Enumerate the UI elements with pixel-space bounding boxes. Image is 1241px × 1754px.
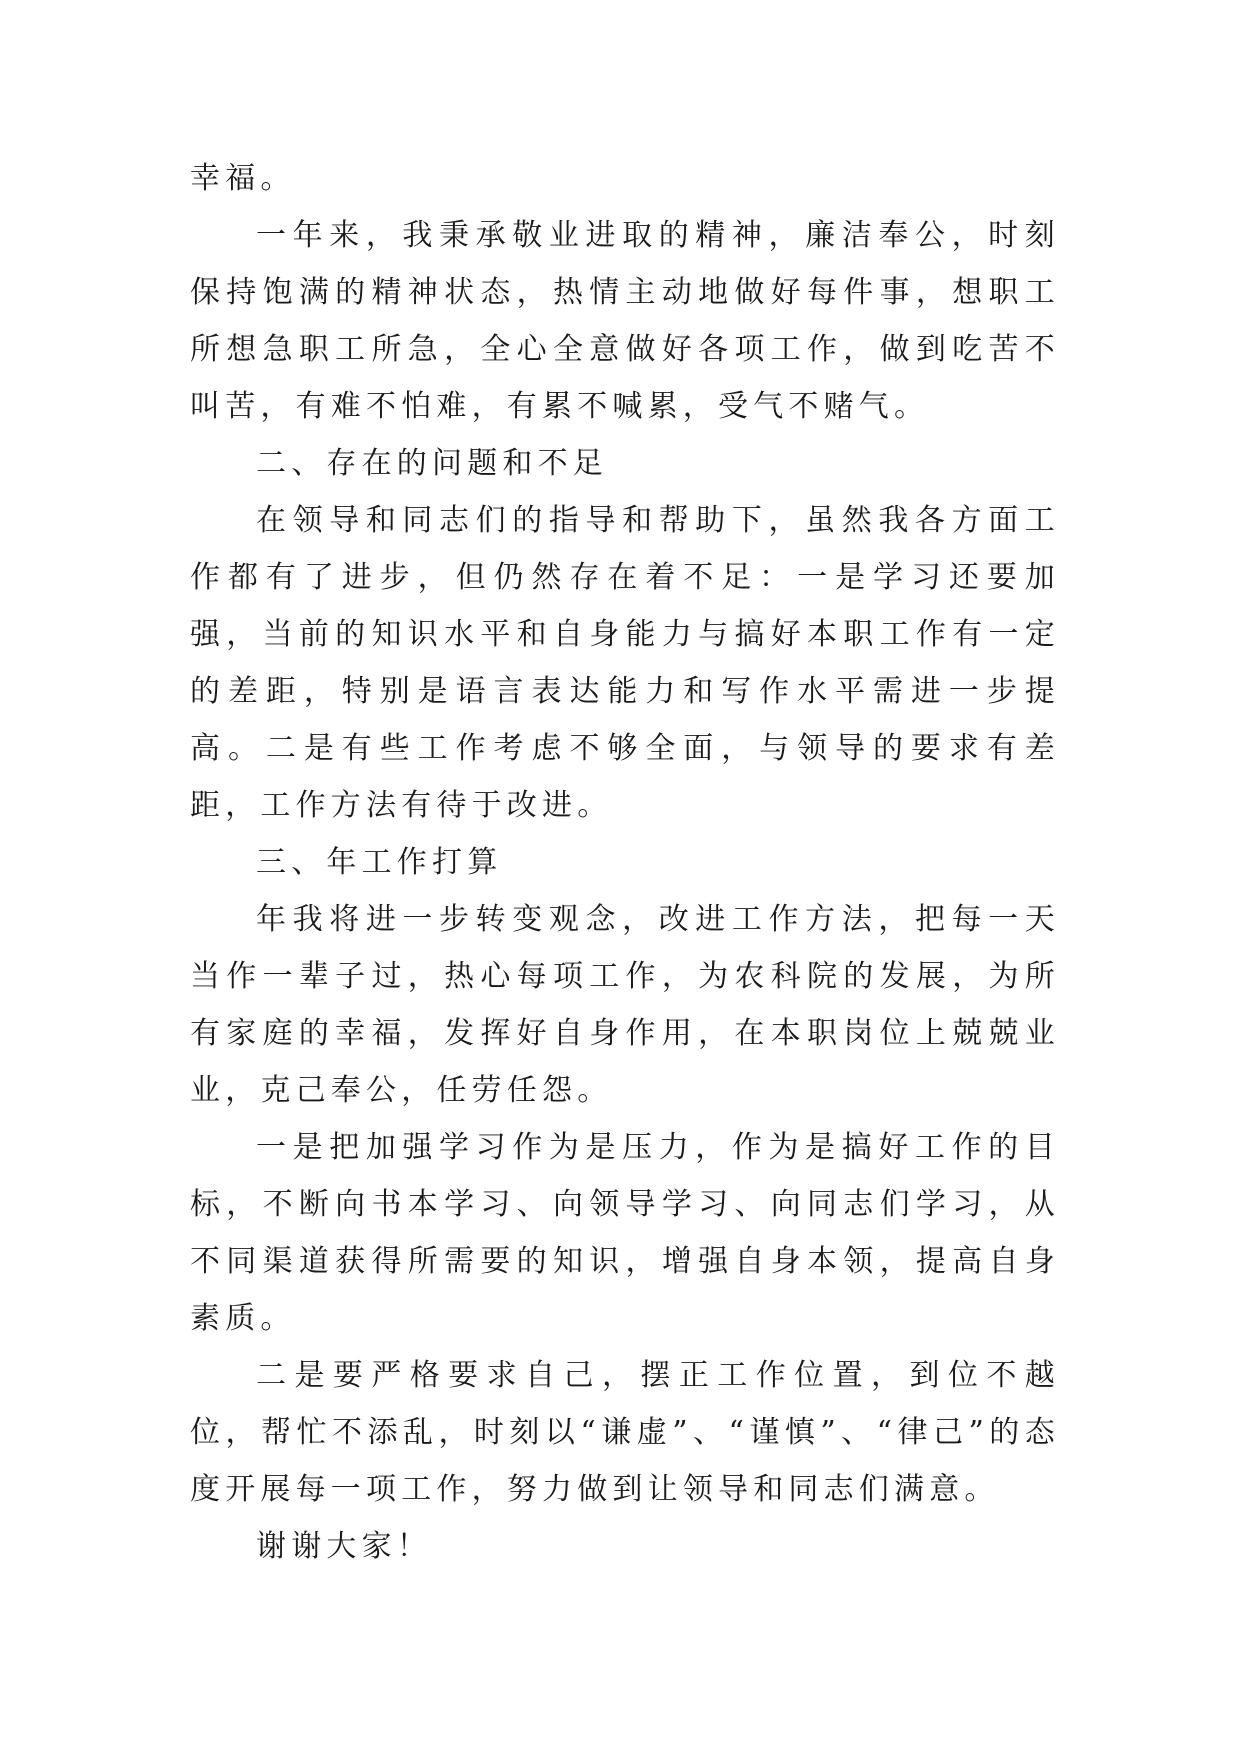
paragraph-plan-study: 一是把加强学习作为是压力，作为是搞好工作的目标，不断向书本学习、向领导学习、向同志们学习，从不同渠道获得所需要的知识，增强自身本领，提高自身素质。 xyxy=(190,1130,1060,1336)
paragraph-closing-fragment: 幸福。 xyxy=(190,161,296,196)
section-heading-plan: 三、年工作打算 xyxy=(256,845,503,880)
paragraph-problems: 在领导和同志们的指导和帮助下，虽然我各方面工作都有了进步，但仍然存在着不足：一是学习还要加强，当前的知识水平和自身能力与搞好本职工作有一定的差距，特别是语言表达能力和写作水平需进一步提高。二是有些工作考虑不够全面，与领导的要求有差距，工作方法有待于改进。 xyxy=(190,503,1060,823)
paragraph-thanks: 谢谢大家！ xyxy=(256,1529,432,1564)
paragraph-plan-intro: 年我将进一步转变观念，改进工作方法，把每一天当作一辈子过，热心每项工作，为农科院的发展，为所有家庭的幸福，发挥好自身作用，在本职岗位上兢兢业业，克己奉公，任劳任怨。 xyxy=(190,902,1060,1108)
paragraph-plan-discipline: 二是要严格要求自己，摆正工作位置，到位不越位，帮忙不添乱，时刻以“谦虚”、“谨慎”、“律己”的态度开展每一项工作，努力做到让领导和同志们满意。 xyxy=(190,1358,1060,1507)
section-heading-problems: 二、存在的问题和不足 xyxy=(256,446,608,481)
document-body xyxy=(190,150,1060,1575)
paragraph-year-summary: 一年来，我秉承敬业进取的精神，廉洁奉公，时刻保持饱满的精神状态，热情主动地做好每件事，想职工所想急职工所急，全心全意做好各项工作，做到吃苦不叫苦，有难不怕难，有累不喊累，受气不赌气。 xyxy=(190,218,1060,424)
